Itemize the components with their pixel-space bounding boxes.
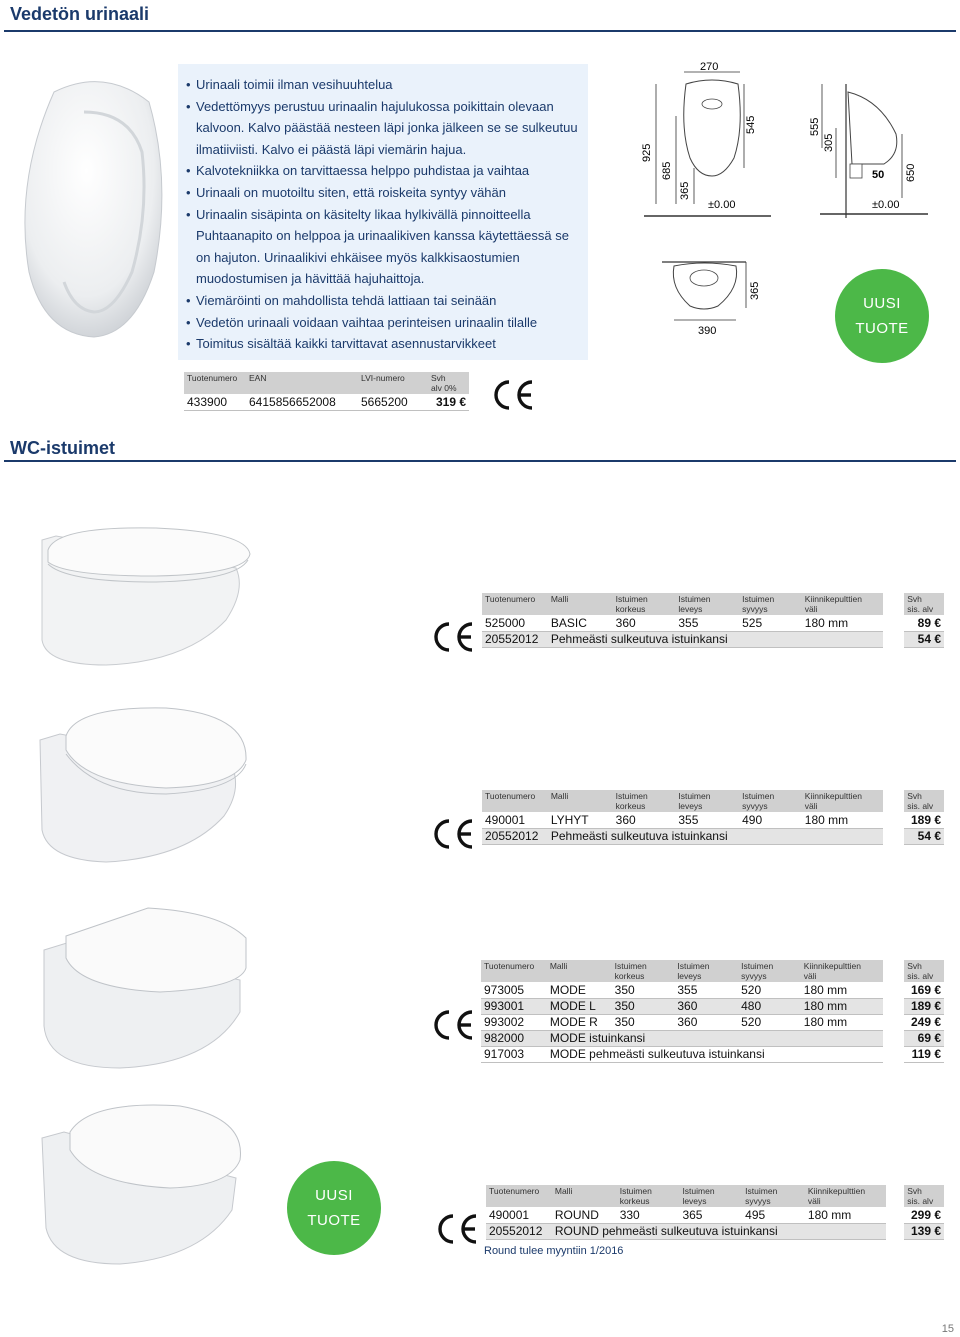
dim-top-width: 390 xyxy=(698,325,717,337)
col-header: Kiinnikepulttien väli xyxy=(805,1185,887,1207)
col-header: Istuimen korkeus xyxy=(613,790,676,812)
table-row: 20552012 ROUND pehmeästi sulkeutuva istuinkansi 139 € xyxy=(486,1223,944,1239)
dim-side-a: 555 xyxy=(809,117,821,136)
ce-mark-icon xyxy=(430,1008,476,1042)
col-header: Istuimen syvyys xyxy=(739,593,802,615)
dim-side-floor: ±0.00 xyxy=(872,199,900,211)
table-row: 20552012 Pehmeästi sulkeutuva istuinkansi 54 € xyxy=(482,828,944,844)
page-number: 15 xyxy=(941,1323,954,1335)
dim-front-mount: 685 xyxy=(661,161,673,180)
col-header: Istuimen korkeus xyxy=(613,593,676,615)
new-product-badge xyxy=(835,269,929,363)
table-row: 20552012 Pehmeästi sulkeutuva istuinkansi 54 € xyxy=(482,631,944,647)
feature-item: • Viemäröinti on mahdollista tehdä lattiaan tai seinään xyxy=(186,290,582,312)
col-gap xyxy=(883,960,904,982)
col-header-price: Svh sis. alv xyxy=(904,1185,944,1207)
wc-basic-photo xyxy=(36,510,262,670)
urinal-top-drawing xyxy=(660,254,770,344)
availability-note: Round tulee myyntiin 1/2016 xyxy=(484,1245,624,1257)
wc-lyhyt-table xyxy=(482,790,944,845)
col-header: LVI-numero xyxy=(358,372,428,394)
wc-basic-table xyxy=(482,593,944,648)
col-header: Istuimen leveys xyxy=(679,1185,742,1207)
table-row: 490001 LYHYT 360 355 490 180 mm 189 € xyxy=(482,812,944,828)
urinal-product-table xyxy=(184,372,469,411)
wc-round-photo xyxy=(40,1098,250,1268)
urinal-feature-box xyxy=(178,64,588,360)
table-row: 993002 MODE R 350 360 520 180 mm 249 € xyxy=(481,1014,944,1030)
wc-round-table xyxy=(486,1185,944,1240)
dim-side-total: 650 xyxy=(905,163,917,182)
wc-mode-table xyxy=(481,960,944,1063)
col-header-price: Svh sis. alv xyxy=(904,593,944,615)
feature-item: • Urinaalin sisäpinta on käsitelty likaa hylkivällä pinnoitteella Puhtaanapito on helppoa ja urinaalikiven kanssa käytettäessä se on hajuton. Urinaalikivi ehkäisee myös kalkkisaostumien muodostumisen ja hävittää hajuhaittoja. xyxy=(186,204,582,290)
urinal-photo xyxy=(14,72,174,342)
col-header: Istuimen syvyys xyxy=(739,790,802,812)
col-header: Istuimen syvyys xyxy=(738,960,801,982)
col-header: Tuotenumero xyxy=(482,593,548,615)
urinal-feature-list xyxy=(186,74,582,355)
col-header: Tuotenumero xyxy=(482,790,548,812)
urinal-front-drawing xyxy=(636,58,776,228)
dim-front-outlet: 365 xyxy=(679,181,691,200)
col-header-price: Svh sis. alv xyxy=(904,790,944,812)
dim-top-depth: 365 xyxy=(749,281,761,300)
col-header: Kiinnikepulttien väli xyxy=(802,790,884,812)
dim-side-b: 305 xyxy=(823,133,835,152)
col-header: Kiinnikepulttien väli xyxy=(802,593,884,615)
col-header: Tuotenumero xyxy=(481,960,547,982)
feature-item: • Vedetön urinaali voidaan vaihtaa perinteisen urinaalin tilalle xyxy=(186,312,582,334)
title-rule xyxy=(4,460,956,462)
new-product-badge xyxy=(287,1161,381,1255)
table-row: 993001 MODE L 350 360 480 180 mm 189 € xyxy=(481,998,944,1014)
ce-mark-icon xyxy=(430,817,476,851)
feature-item: • Toimitus sisältää kaikki tarvittavat asennustarvikkeet xyxy=(186,333,582,355)
col-gap xyxy=(886,1185,904,1207)
wc-lyhyt-photo xyxy=(36,700,256,870)
ce-mark-icon xyxy=(490,378,536,412)
col-gap xyxy=(883,593,904,615)
col-header-price: Svh sis. alv xyxy=(904,960,944,982)
ce-mark-icon xyxy=(434,1212,480,1246)
col-header: Istuimen leveys xyxy=(675,790,739,812)
col-header: Istuimen korkeus xyxy=(612,960,675,982)
col-header: Malli xyxy=(552,1185,617,1207)
ce-mark-icon xyxy=(430,620,476,654)
feature-item: • Vedettömyys perustuu urinaalin hajulukossa poikittain olevaan kalvoon. Kalvo päästää nesteen läpi jonka jälkeen se se sulkeutuu ilmatiiviisti. Kalvo ei päästä läpi viemärin hajua. xyxy=(186,96,582,161)
table-row: 982000 MODE istuinkansi 69 € xyxy=(481,1030,944,1046)
table-row: 917003 MODE pehmeästi sulkeutuva istuinkansi 119 € xyxy=(481,1046,944,1062)
section-title-wc: WC-istuimet xyxy=(10,438,115,458)
feature-item: • Urinaali toimii ilman vesihuuhtelua xyxy=(186,74,582,96)
table-row: 525000 BASIC 360 355 525 180 mm 89 € xyxy=(482,615,944,631)
badge-line: TUOTE xyxy=(307,1212,361,1229)
col-header: Istuimen korkeus xyxy=(617,1185,680,1207)
badge-line: UUSI xyxy=(863,295,901,312)
col-header-price: Svh alv 0% xyxy=(428,372,469,394)
section-title-urinal: Vedetön urinaali xyxy=(10,4,150,24)
col-header: Istuimen leveys xyxy=(675,593,739,615)
col-header: Tuotenumero xyxy=(486,1185,552,1207)
col-header: Malli xyxy=(547,960,612,982)
urinal-side-drawing xyxy=(800,78,930,228)
feature-item: • Kalvotekniikka on tarvittaessa helppo puhdistaa ja vaihtaa xyxy=(186,160,582,182)
title-rule xyxy=(4,30,956,32)
table-row: 490001 ROUND 330 365 495 180 mm 299 € xyxy=(486,1207,944,1223)
dim-front-body: 545 xyxy=(745,115,757,134)
table-row: 973005 MODE 350 355 520 180 mm 169 € xyxy=(481,982,944,998)
col-header: Tuotenumero xyxy=(184,372,246,394)
col-header: Malli xyxy=(548,593,613,615)
col-header: Istuimen leveys xyxy=(674,960,738,982)
dim-front-floor: ±0.00 xyxy=(708,199,736,211)
table-row: 433900 6415856652008 5665200 319 € xyxy=(184,394,469,410)
dim-front-width: 270 xyxy=(700,61,719,73)
col-gap xyxy=(883,790,904,812)
col-header: Istuimen syvyys xyxy=(742,1185,805,1207)
badge-line: TUOTE xyxy=(855,320,909,337)
badge-line: UUSI xyxy=(315,1187,353,1204)
col-header: Kiinnikepulttien väli xyxy=(801,960,884,982)
col-header: EAN xyxy=(246,372,358,394)
col-header: Malli xyxy=(548,790,613,812)
dim-side-depth: 50 xyxy=(872,169,885,181)
feature-item: • Urinaali on muotoiltu siten, että roiskeita syntyy vähän xyxy=(186,182,582,204)
wc-mode-photo xyxy=(40,902,260,1072)
dim-front-total: 925 xyxy=(641,143,653,162)
